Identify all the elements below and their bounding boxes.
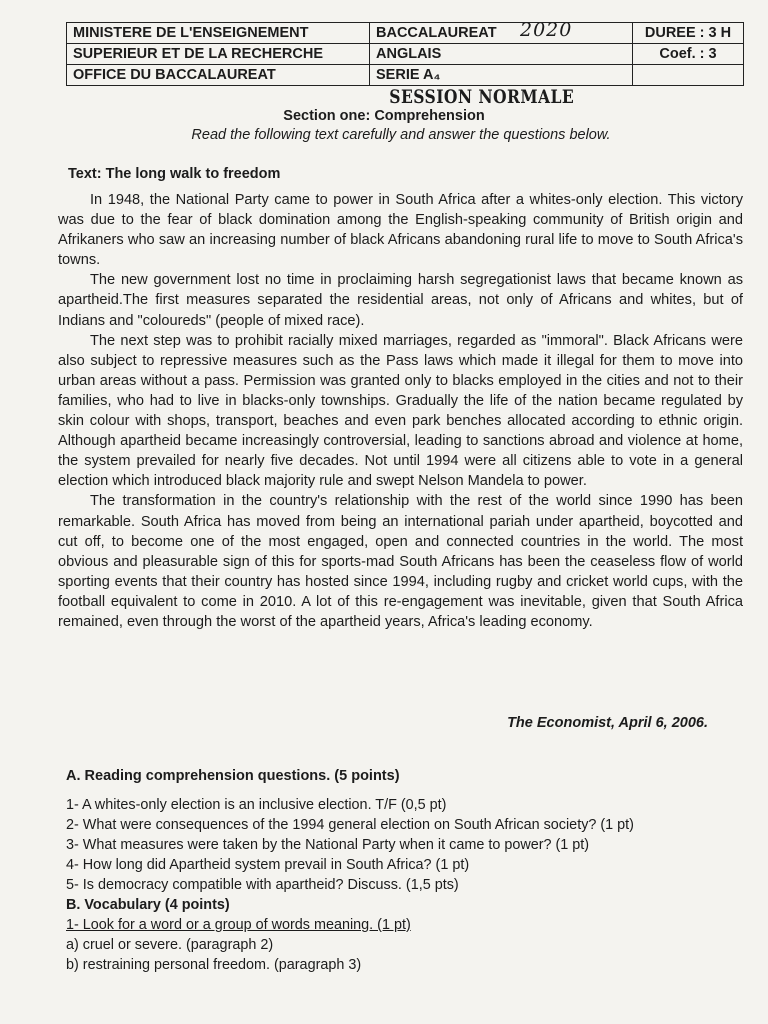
paragraph-1: In 1948, the National Party came to power in South Africa after a whites-only election. This victory was due to the fear of black domination among the English-speaking community of British origin and Afrikaners who saw an increasing number of black Africans abandoning rural life to move to South Africa's towns.: [58, 192, 743, 269]
paragraph-2: The new government lost no time in proclaiming harsh segregationist laws that became known as apartheid.The first measures separated the residential areas, not only of Africans and whites, but of Indians and "coloureds" (people of mixed race).: [58, 272, 743, 329]
ministry-line2: SUPERIEUR ET DE LA RECHERCHE: [67, 44, 370, 65]
ministry-line1: MINISTERE DE L'ENSEIGNEMENT: [67, 23, 370, 44]
office-cell: OFFICE DU BACCALAUREAT: [67, 65, 370, 86]
handwritten-year: 2020: [520, 19, 573, 41]
coef-cell: Coef. : 3: [633, 44, 744, 65]
reading-text: [58, 190, 743, 632]
empty-cell: [633, 65, 744, 86]
paragraph-3: The next step was to prohibit racially mixed marriages, regarded as "immoral". Black Africans were also subject to repressive measures such as the Pass laws which made it illegal for them to move into urban areas without a pass. Permission was granted only to blacks employed in the cities and not to their families, who had to live in blacks-only townships. Gradually the life of the nation became regulated by skin colour with shops, transport, beaches and even park benches allocated according to ethnic origin. Although apartheid became increasingly controversial, leading to sanctions abroad and violence at home, the system prevailed for nearly five decades. Not until 1994 were all citizens able to vote in a general election which introduced black majority rule and swept Nelson Mandela to power.: [58, 332, 743, 490]
session-stamp: SESSION NORMALE: [389, 86, 574, 108]
instruction: Read the following text carefully and answer the questions below.: [191, 127, 611, 143]
exam-label: BACCALAUREAT: [376, 25, 497, 41]
vocab-subheading: 1- Look for a word or a group of words meaning. (1 pt): [66, 917, 411, 933]
question-4: 4- How long did Apartheid system prevail in South Africa? (1 pt): [66, 857, 470, 873]
duration-cell: DUREE : 3 H: [633, 23, 744, 44]
subject-cell: ANGLAIS: [370, 44, 633, 65]
vocab-item-b: b) restraining personal freedom. (paragraph 3): [66, 957, 362, 973]
question-3: 3- What measures were taken by the National Party when it came to power? (1 pt): [66, 837, 590, 853]
source-citation: The Economist, April 6, 2006.: [507, 715, 708, 731]
vocab-item-a: a) cruel or severe. (paragraph 2): [66, 937, 274, 953]
section-title: Section one: Comprehension: [283, 108, 485, 124]
question-5: 5- Is democracy compatible with apartheid? Discuss. (1,5 pts): [66, 877, 459, 893]
session-stamp-row: [0, 86, 768, 108]
exam-cell: [370, 19, 633, 44]
question-1: 1- A whites-only election is an inclusive election. T/F (0,5 pt): [66, 797, 447, 813]
series-cell: SERIE A₄: [370, 65, 633, 86]
section-a-heading: A. Reading comprehension questions. (5 points): [66, 768, 400, 784]
paragraph-4: The transformation in the country's relationship with the rest of the world since 1990 has been remarkable. South Africa has moved from being an international pariah under apartheid, boycotted and cut off, to become one of the most engaged, open and connected countries in the world. The most obvious and pleasurable sign of this for sports-mad South Africans has been the ceaseless flow of world sporting events that their country has hosted since 1994, including rugby and cricket world cups, with the football equivalent to come in 2010. A lot of this re-engagement was inevitable, given that South Africa remained, even through the worst of the apartheid years, Africa's leading economy.: [58, 493, 743, 630]
text-title: Text: The long walk to freedom: [68, 166, 281, 182]
question-2: 2- What were consequences of the 1994 general election on South African society? (1 pt): [66, 817, 634, 833]
exam-header-table: [66, 19, 744, 86]
question-list: [66, 795, 634, 975]
section-b-heading: B. Vocabulary (4 points): [66, 897, 230, 913]
